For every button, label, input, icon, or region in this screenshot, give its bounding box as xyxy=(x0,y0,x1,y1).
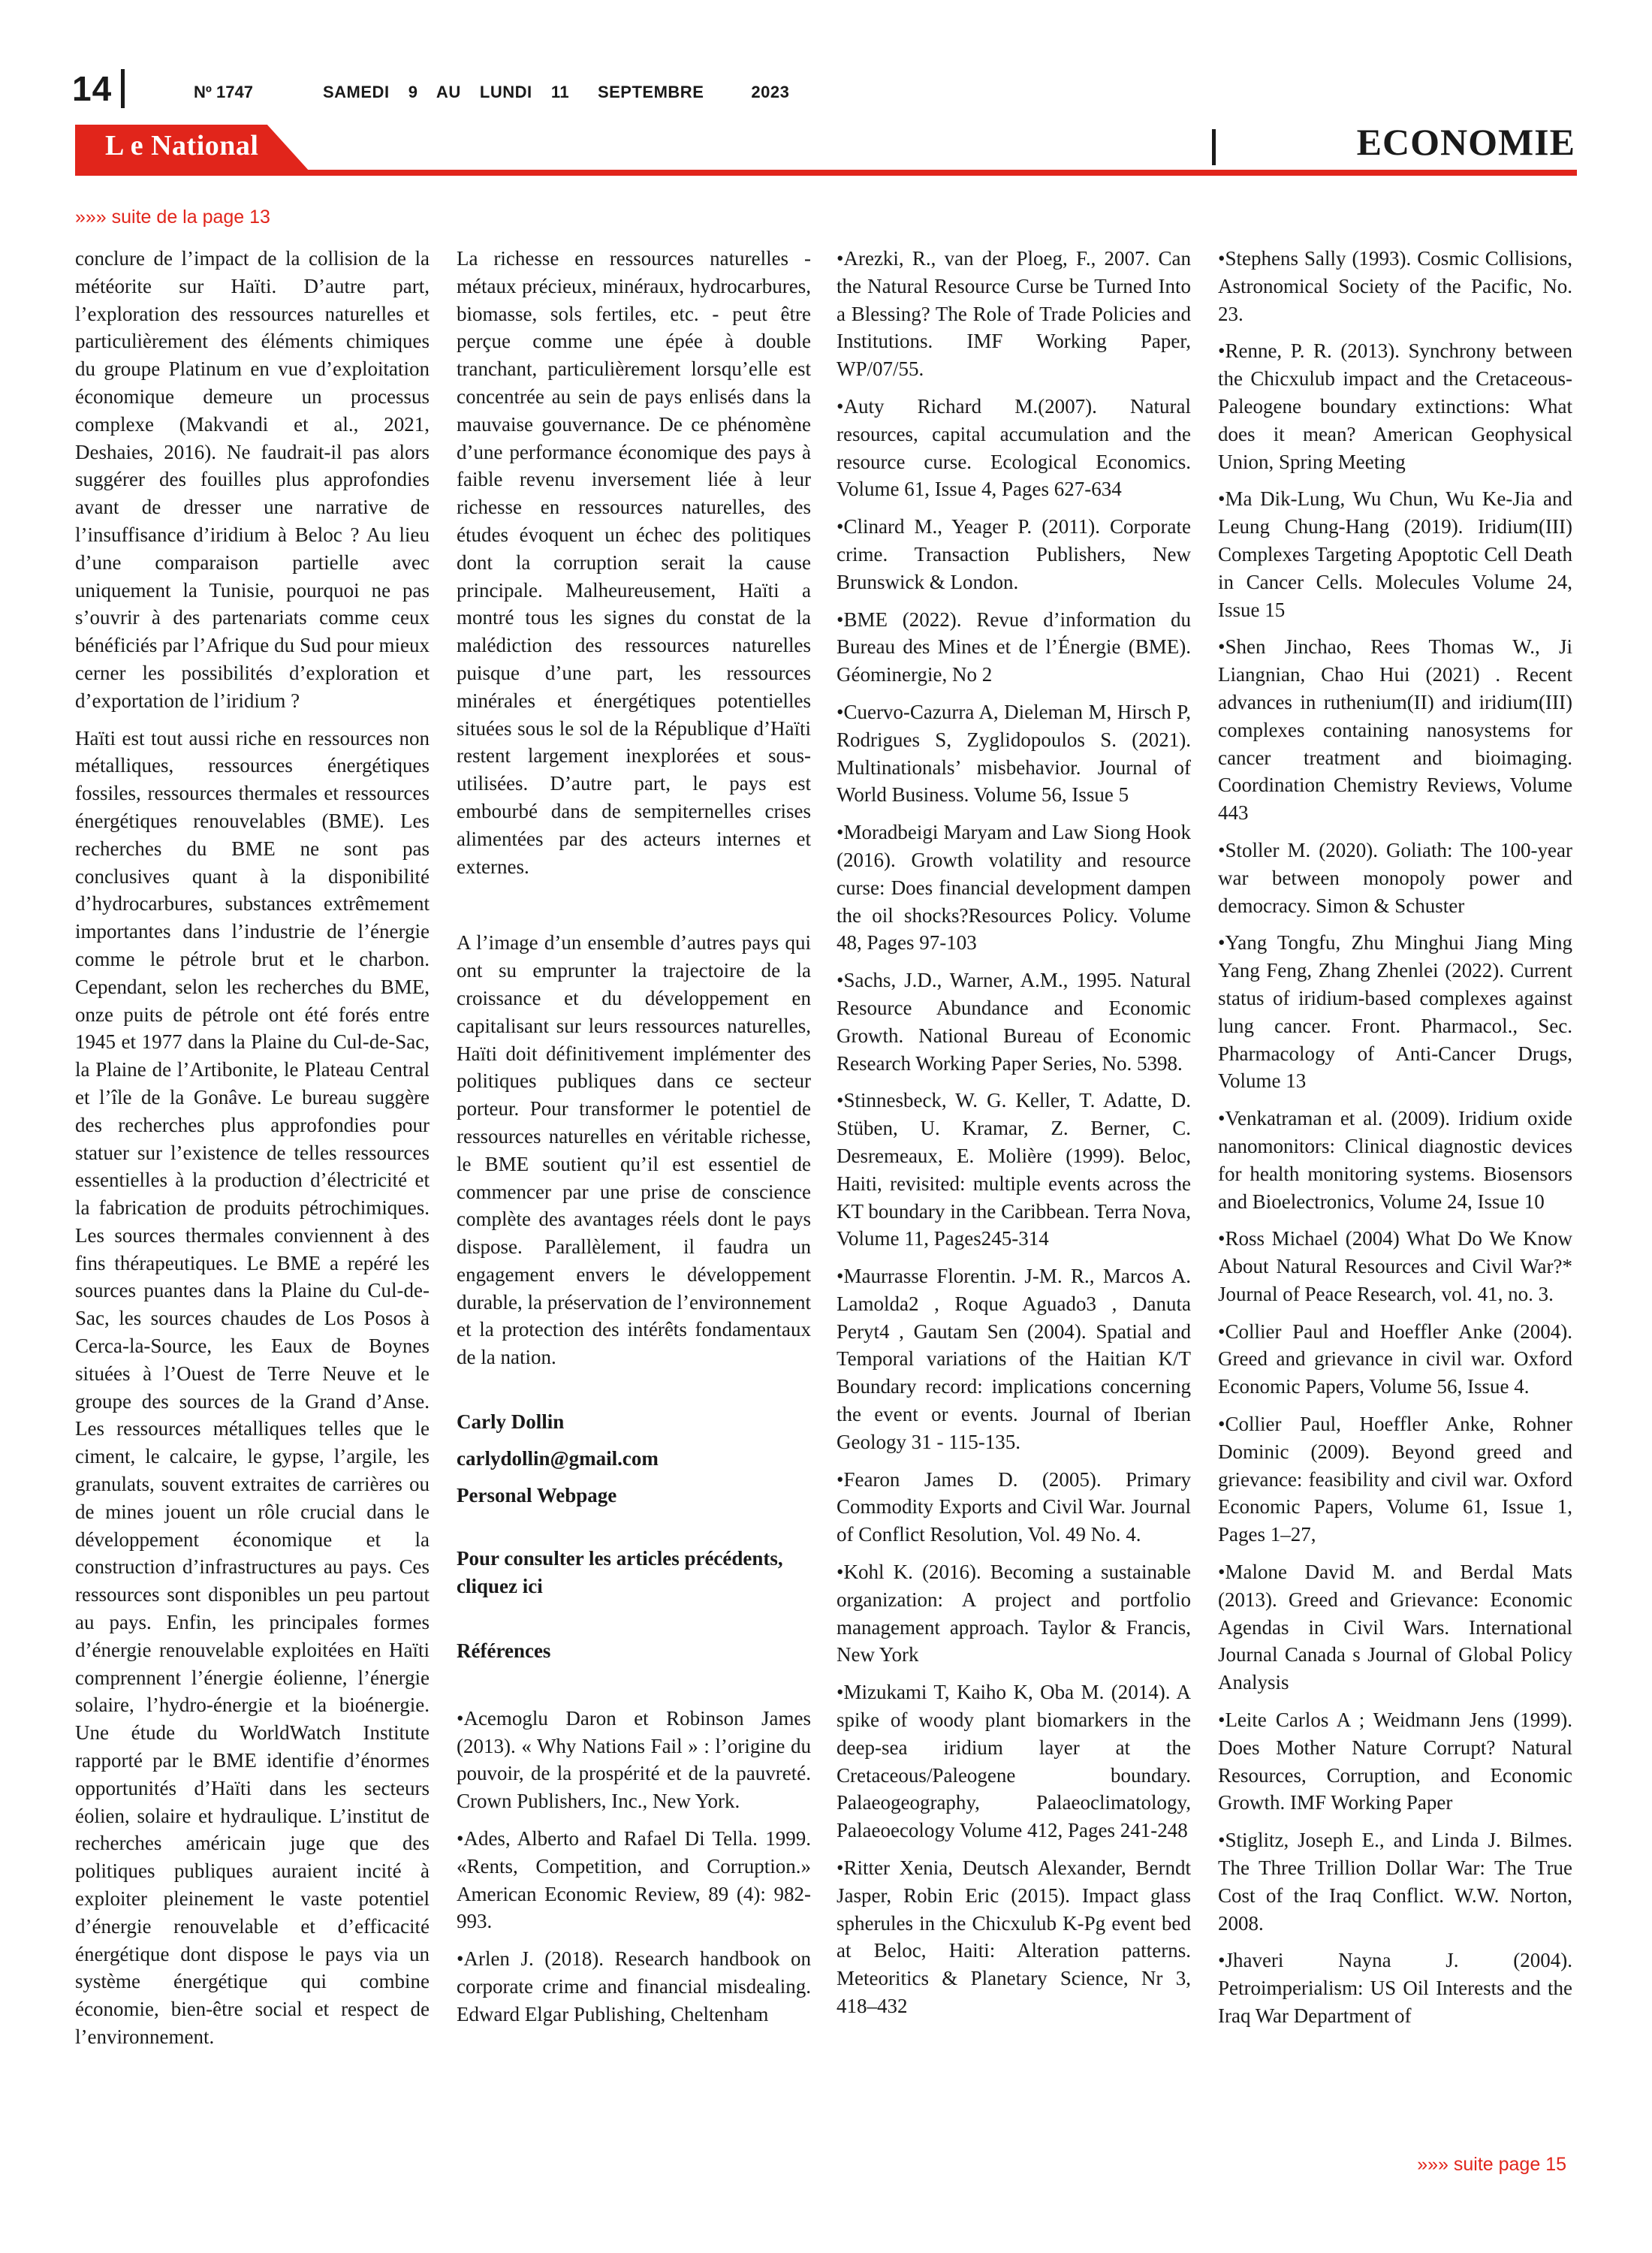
reference-item: •Cuervo-Cazurra A, Dieleman M, Hirsch P, Rodrigues S, Zyglidopoulos S. (2021). Multinationals’ misbehavior. Journal of World Business. Volume 56, Issue 5 xyxy=(837,700,1191,807)
author-webpage-link[interactable]: Personal Webpage xyxy=(457,1483,617,1507)
reference-item: •Kohl K. (2016). Becoming a sustainable organization: A project and portfolio management approach. Taylor & Francis, New York xyxy=(837,1561,1191,1666)
reference-item: •Auty Richard M.(2007). Natural resources, capital accumulation and the resource curse. Ecological Economics. Volume 61, Issue 4, Pages 627-634 xyxy=(837,394,1191,501)
header-divider xyxy=(121,69,125,108)
previous-articles-link[interactable]: Pour consulter les articles précédents, cliquez ici xyxy=(457,1547,783,1598)
reference-item: •Stoller M. (2020). Goliath: The 100-year war between monopoly power and democracy. Simon & Schuster xyxy=(1218,838,1572,917)
section-title: ECONOMIE xyxy=(1356,121,1575,163)
reference-item: •Stiglitz, Joseph E., and Linda J. Bilmes. The Three Trillion Dollar War: The True Cost of the Iraq Conflict. W.W. Norton, 2008. xyxy=(1218,1829,1572,1935)
reference-item: •Stephens Sally (1993). Cosmic Collisions, Astronomical Society of the Pacific, No. 23. xyxy=(1218,247,1572,325)
references-heading: Références xyxy=(457,1639,551,1663)
reference-item: •Ritter Xenia, Deutsch Alexander, Berndt Jasper, Robin Eric (2015). Impact glass spherules in the Chicxulub K-Pg event bed at Beloc, Haiti: Alteration patterns. Meteoritics & Planetary Science, Nr 3, 418–432 xyxy=(837,1856,1191,2018)
author-name: Carly Dollin xyxy=(457,1410,565,1434)
reference-item: •BME (2022). Revue d’information du Bureau des Mines et de l’Énergie (BME). Géominergie, No 2 xyxy=(837,608,1191,686)
reference-item: •Leite Carlos A ; Weidmann Jens (1999). Does Mother Nature Corrupt? Natural Resources, Corruption, and Economic Growth. IMF Working Paper xyxy=(1218,1709,1572,1814)
reference-item: •Stinnesbeck, W. G. Keller, T. Adatte, D. Stüben, U. Kramar, Z. Berner, C. Desremeaux, E. Molière (1999). Beloc, Haiti, revisited: multiple events across the KT boundary in the Caribbean. Terra Nova, Volume 11, Pages245-314 xyxy=(837,1089,1191,1250)
reference-item: •Ades, Alberto and Rafael Di Tella. 1999. «Rents, Competition, and Corruption.» American Economic Review, 89 (4): 982-993. xyxy=(457,1827,811,1933)
continued-from-link[interactable]: »»» suite de la page 13 xyxy=(75,207,270,228)
reference-item: •Mizukami T, Kaiho K, Oba M. (2014). A spike of woody plant biomarkers in the deep-sea iridium layer at the Cretaceous/Paleogene boundary. Palaeogeography, Palaeoclimatology, Palaeoecology Volume 412, Pages 241-248 xyxy=(837,1681,1191,1842)
author-email-link[interactable]: carlydollin@gmail.com xyxy=(457,1446,659,1470)
reference-item: •Shen Jinchao, Rees Thomas W., Ji Liangnian, Chao Hui (2021) . Recent advances in ruthenium(II) and iridium(III) complexes containing nanosystems for cancer treatment and bioimaging. Coordination Chemistry Reviews, Volume 443 xyxy=(1218,635,1572,825)
references-column-4 xyxy=(1218,245,1572,2040)
reference-item: •Collier Paul and Hoeffler Anke (2004). Greed and grievance in civil war. Oxford Economic Papers, Volume 56, Issue 4. xyxy=(1218,1320,1572,1398)
reference-item: •Collier Paul, Hoeffler Anke, Rohner Dominic (2009). Beyond greed and grievance: feasibility and civil war. Oxford Economic Papers, Volume 61, Issue 1, Pages 1–27, xyxy=(1218,1413,1572,1546)
reference-item: •Acemoglu Daron et Robinson James (2013). « Why Nations Fail » : l’origine du pouvoir, de la prospérité et de la pauvreté. Crown Publishers, Inc., New York. xyxy=(457,1706,811,1813)
continued-to-link[interactable]: »»» suite page 15 xyxy=(1417,2154,1566,2175)
section-divider xyxy=(1212,129,1216,165)
paragraph: Haïti est tout aussi riche en ressources non métalliques, ressources énergétiques fossiles, ressources thermales et ressources énergétiques renouvelables (BME). Les recherches du BME ne sont pas conclusives quant à la disponibilité d’hydrocarbures, substances extrêmement importantes dans l’industrie de l’énergie comme le pétrole brut et le charbon. Cependant, selon les recherches du BME, onze puits de pétrole ont été forés entre 1945 et 1977 dans la Plaine du Cul-de-Sac, la Plaine de l’Artibonite, le Plateau Central et l’île de la Gonâve. Le bureau suggère des recherches plus approfondies pour statuer sur l’existence de telles ressources essentielles à la production d’électricité et la fabrication de produits pétrochimiques. Les sources thermales conviennent à des fins thérapeutiques. Le BME a repéré les sources puantes dans la Plaine du Cul-de-Sac, les sources chaudes de Los Posos à Cerca-la-Source, les Eaux de Boynes situées à l’Ouest de Terre Neuve et le groupe des sources de la Grand d’Anse. Les ressources métalliques telles que le ciment, le calcaire, le gypse, l’argile, les granulats, souvent extraites de carrières ou de mines jouent un rôle crucial dans le développement économique et la construction d’infrastructures au pays. Ces ressources sont disponibles un peu partout au pays. Enfin, les principales formes d’énergie renouvelable exploitées en Haïti comprennent l’énergie éolienne, l’énergie solaire, l’hydro-énergie et la bioénergie. Une étude du WorldWatch Institute rapporté par le BME identifie d’énormes opportunités d’Haïti dans les secteurs éolien, solaire et hydraulique. L’institut de recherches américain juge que des politiques publiques auraient incité à exploiter pleinement le vaste potentiel d’énergie renouvelable et d’efficacité énergétique dont dispose le pays via un système énergétique qui combine économie, bien-être social et respect de l’environnement. xyxy=(75,726,430,2048)
reference-item: •Clinard M., Yeager P. (2011). Corporate crime. Transaction Publishers, New Brunswick & London. xyxy=(837,515,1191,593)
reference-item: •Ross Michael (2004) What Do We Know About Natural Resources and Civil War?* Journal of Peace Research, vol. 41, no. 3. xyxy=(1218,1227,1572,1305)
reference-item: •Yang Tongfu, Zhu Minghui Jiang Ming Yang Feng, Zhang Zhenlei (2022). Current status of iridium-based complexes against lung cancer. Front. Pharmacol., Sec. Pharmacology of Anti-Cancer Drugs, Volume 13 xyxy=(1218,931,1572,1093)
page-number: 14 xyxy=(72,69,113,108)
reference-item: •Renne, P. R. (2013). Synchrony between the Chicxulub impact and the Cretaceous-Paleogene boundary extinctions: What does it mean? American Geophysical Union, Spring Meeting xyxy=(1218,339,1572,473)
reference-item: •Jhaveri Nayna J. (2004). Petroimperialism: US Oil Interests and the Iraq War Department of xyxy=(1218,1949,1572,2028)
reference-item: •Ma Dik-Lung, Wu Chun, Wu Ke-Jia and Leung Chung-Hang (2019). Iridium(III) Complexes Targeting Apoptotic Cell Death in Cancer Cells. Molecules Volume 24, Issue 15 xyxy=(1218,487,1572,621)
paragraph: conclure de l’impact de la collision de la météorite sur Haïti. D’autre part, l’exploration des ressources naturelles et particulièrement des éléments chimiques du groupe Platinum en vue d’exploitation économique demeure un processus complexe (Makvandi et al., 2021, Deshaies, 2016). Ne faudrait-il pas alors suggérer des fouilles plus approfondies avant de dresser une narrative de l’insuffisance d’iridium à Beloc ? Au lieu d’une comparaison partielle avec uniquement la Tunisie, pourquoi ne pas s’ouvrir à des partenariats comme ceux bénéficiés par l’Afrique du Sud pour mieux cerner les possibilités d’exploration et d’exportation de l’iridium ? xyxy=(75,247,430,712)
brand-logo: L e National xyxy=(105,130,259,161)
masthead-rule xyxy=(75,170,1577,176)
article-column-2 xyxy=(457,245,811,2038)
reference-item: •Arezki, R., van der Ploeg, F., 2007. Can the Natural Resource Curse be Turned Into a Blessing? The Role of Trade Policies and Institutions. IMF Working Paper, WP/07/55. xyxy=(837,247,1191,381)
reference-item: •Venkatraman et al. (2009). Iridium oxide nanomonitors: Clinical diagnostic devices for health monitoring systems. Biosensors and Bioelectronics, Volume 24, Issue 10 xyxy=(1218,1107,1572,1213)
references-column-3 xyxy=(837,245,1191,2030)
reference-item: •Maurrasse Florentin. J-M. R., Marcos A. Lamolda2 , Roque Aguado3 , Danuta Peryt4 , Gautam Sen (2004). Spatial and Temporal variations of the Haitian K/T Boundary record: implications concerning the event or events. Journal of Iberian Geology 31 - 115-135. xyxy=(837,1265,1191,1453)
article-column-1 xyxy=(75,245,430,2061)
paragraph: A l’image d’un ensemble d’autres pays qui ont su emprunter la trajectoire de la croissance et du développement en capitalisant sur leurs ressources naturelles, Haïti doit définitivement implémenter des politiques publiques dans ce secteur porteur. Pour transformer le potentiel de ressources naturelles en véritable richesse, le BME soutient qu’il est essentiel de commencer par une prise de conscience complète des avantages réels dont le pays dispose. Parallèlement, il faudra un engagement envers le développement durable, la préservation de l’environnement et la protection des intérêts fondamentaux de la nation. xyxy=(457,931,811,1369)
reference-item: •Arlen J. (2018). Research handbook on corporate crime and financial misdealing. Edward Elgar Publishing, Cheltenham xyxy=(457,1947,811,2025)
issue-number: Nº 1747 xyxy=(194,83,253,101)
paragraph: La richesse en ressources naturelles - métaux précieux, minéraux, hydrocarbures, biomasse, sols fertiles, etc. - peut être perçue comme une épée à double tranchant, particulièrement lorsqu’elle est concentrée au sein de pays enlisés dans la mauvaise gouvernance. De ce phénomène d’une performance économique des pays à faible revenu inversement liée à leur richesse en ressources naturelles, des études évoquent un échec des politiques dont la corruption serait la cause principale. Malheureusement, Haïti a montré tous les signes du constat de la malédiction des ressources naturelles puisque d’une part, les ressources minérales et énergétiques potentielles situées sous le sol de la République d’Haïti restent largement inexplorées et sous-utilisées. D’autre part, le pays est embourbé dans de sempiternelles crises alimentées par des acteurs internes et externes. xyxy=(457,247,811,878)
reference-item: •Fearon James D. (2005). Primary Commodity Exports and Civil War. Journal of Conflict Resolution, Vol. 49 No. 4. xyxy=(837,1467,1191,1546)
reference-item: •Sachs, J.D., Warner, A.M., 1995. Natural Resource Abundance and Economic Growth. National Bureau of Economic Research Working Paper Series, No. 5398. xyxy=(837,969,1191,1075)
reference-item: •Malone David M. and Berdal Mats (2013). Greed and Grievance: Economic Agendas in Civil Wars. International Journal Canada s Journal of Global Policy Analysis xyxy=(1218,1561,1572,1694)
page-number-block xyxy=(72,66,125,111)
reference-item: •Moradbeigi Maryam and Law Siong Hook (2016). Growth volatility and resource curse: Does financial development dampen the oil shocks?Resources Policy. Volume 48, Pages 97-103 xyxy=(837,821,1191,955)
issue-date: SAMEDI 9 AU LUNDI 11 SEPTEMBRE 2023 xyxy=(323,83,790,101)
